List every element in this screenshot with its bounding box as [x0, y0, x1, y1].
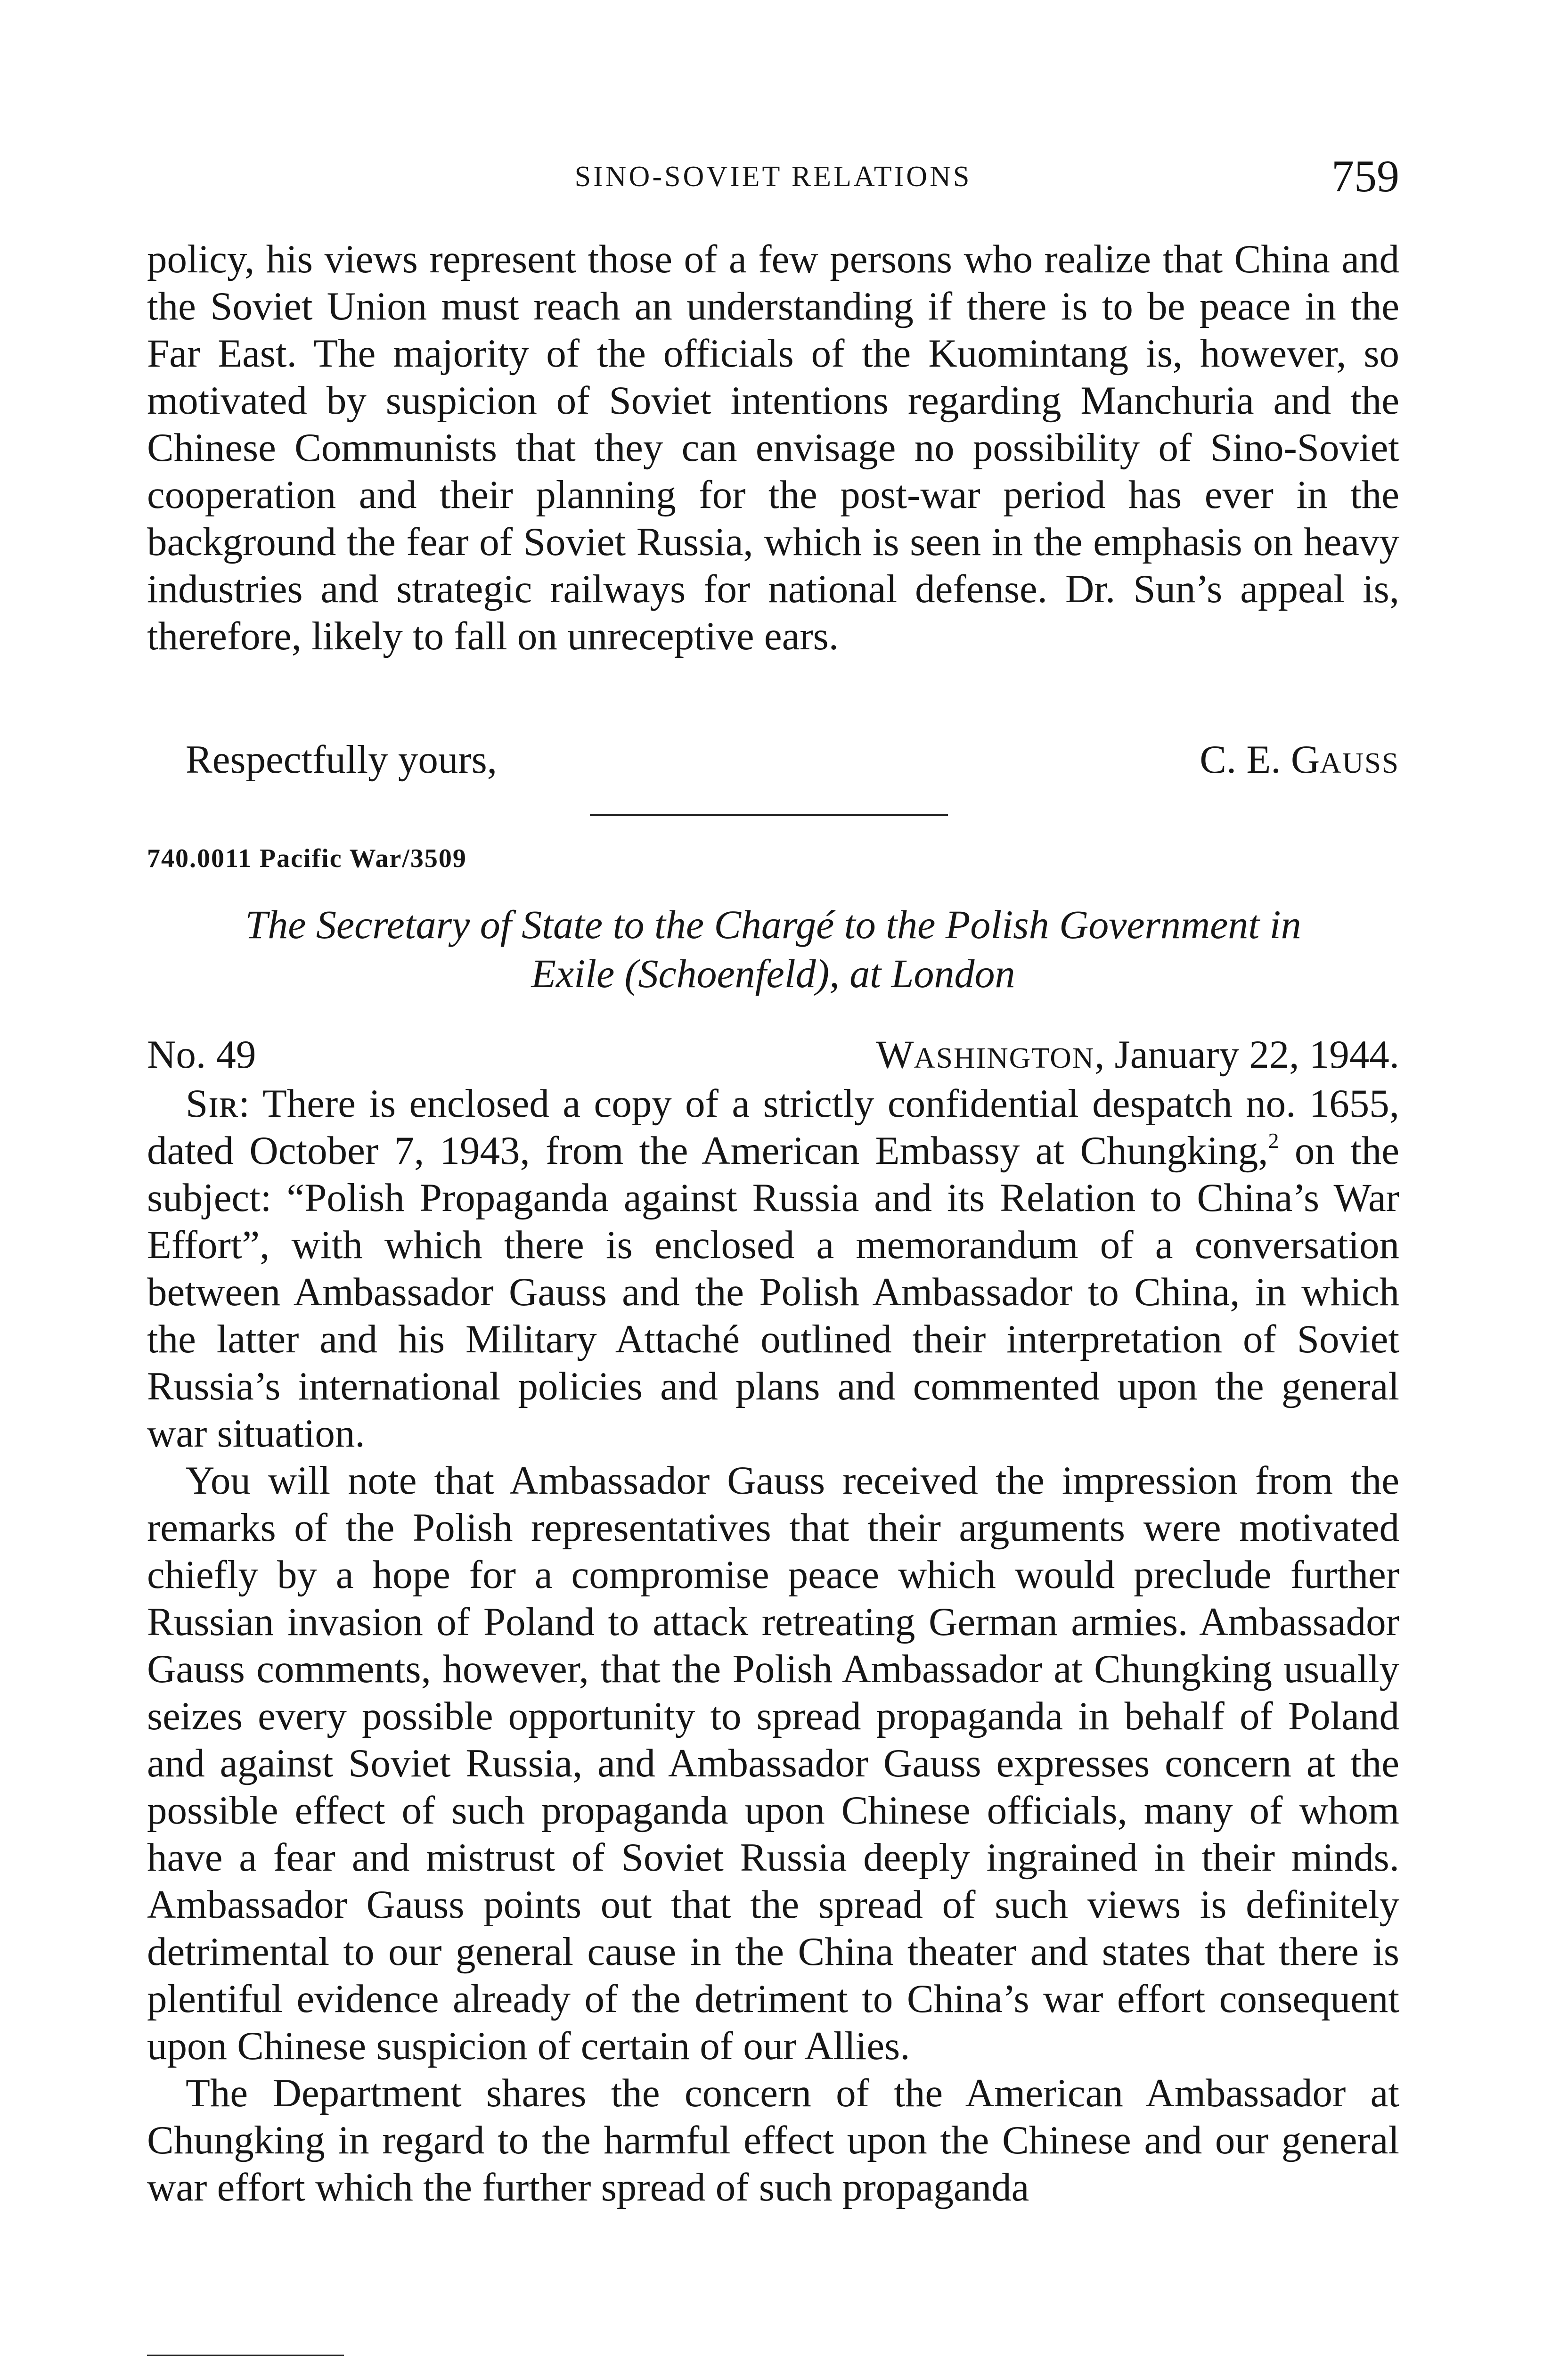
footnote-reference-mark: 2: [1268, 1129, 1279, 1153]
page-number: 759: [1331, 151, 1399, 201]
body-paragraph-1: [147, 1080, 1399, 1457]
place-initial: W: [876, 1032, 914, 1077]
salutation-sir: Sɪʀ:: [186, 1081, 250, 1126]
date: , January 22, 1944.: [1094, 1032, 1399, 1077]
continuation-block: [147, 236, 1399, 660]
signature: [1200, 736, 1399, 786]
body-paragraph-2: You will note that Ambassador Gauss received the impression from the remarks of the Polish representatives that their arguments were motivated chiefly by a hope for a compromise peace which would preclude further Russian invasion of Poland to attack retreating German armies. Ambassador Gauss comments, however, that the Polish Ambassador at Chungking usually seizes every possible opportunity to spread propaganda in behalf of Poland and against Soviet Russia, and Ambassador Gauss expresses concern at the possible effect of such propaganda upon Chinese officials, many of whom have a fear and mistrust of Soviet Russia deeply ingrained in their minds. Ambassador Gauss points out that the spread of such views is definitely detrimental to our general cause in the China theater and states that there is plentiful evidence already of the detriment to China’s war effort consequent upon Chinese suspicion of certain of our Allies.: [147, 1458, 1399, 2068]
paragraph-1-text-b: on the subject: “Polish Propaganda against Russia and its Relation to China’s War Effort”, with which there is enclosed a memorandum of a conversation between Ambassador Gauss and the Polish Ambassador to China, in which the latter and his Military Attaché outlined their interpretation of Soviet Russia’s international policies and plans and commented upon the general war situation.: [147, 1129, 1399, 1456]
letter-body: [147, 1080, 1399, 2211]
place-tail: ASHINGTON: [914, 1041, 1095, 1074]
file-reference: 740.0011 Pacific War/3509: [147, 844, 467, 873]
page-header: [147, 150, 1399, 211]
continuation-paragraph: policy, his views represent those of a few persons who realize that China and the Soviet Union must reach an understanding if there is to be peace in the Far East. The majority of the officials of the Kuomintang is, however, so motivated by suspicion of Soviet intentions regarding Manchuria and the Chinese Communists that they can envisage no possibility of Sino-Soviet cooperation and their planning for the post-war period has ever in the background the fear of Soviet Russia, which is seen in the emphasis on heavy industries and strategic railways for national defense. Dr. Sun’s appeal is, therefore, likely to fall on unreceptive ears.: [147, 237, 1399, 658]
signature-initials: C. E. G: [1200, 737, 1320, 782]
document-title-line-2: Exile (Schoenfeld), at London: [531, 951, 1015, 996]
document-title-line-1: The Secretary of State to the Chargé to the Polish Government in: [245, 902, 1301, 947]
place-date: [876, 1031, 1399, 1081]
body-paragraph-3: The Department shares the concern of the American Ambassador at Chungking in regard to the harmful effect upon the Chinese and our general war effort which the further spread of such propaganda: [147, 2071, 1399, 2209]
dateline: [147, 1031, 1399, 1078]
signature-surname-tail: AUSS: [1320, 746, 1399, 779]
document-number: No. 49: [147, 1032, 256, 1077]
document-title: [147, 900, 1399, 998]
paragraph-1-text-a: There is enclosed a copy of a strictly confidential despatch no. 1655, dated October 7, 1943, from the American Embassy at Chungking,: [147, 1081, 1399, 1173]
closing-salutation: Respectfully yours,: [186, 737, 497, 782]
section-divider: [590, 814, 948, 816]
letter-closing: [147, 736, 1399, 783]
running-head: SINO-SOVIET RELATIONS: [574, 161, 972, 193]
